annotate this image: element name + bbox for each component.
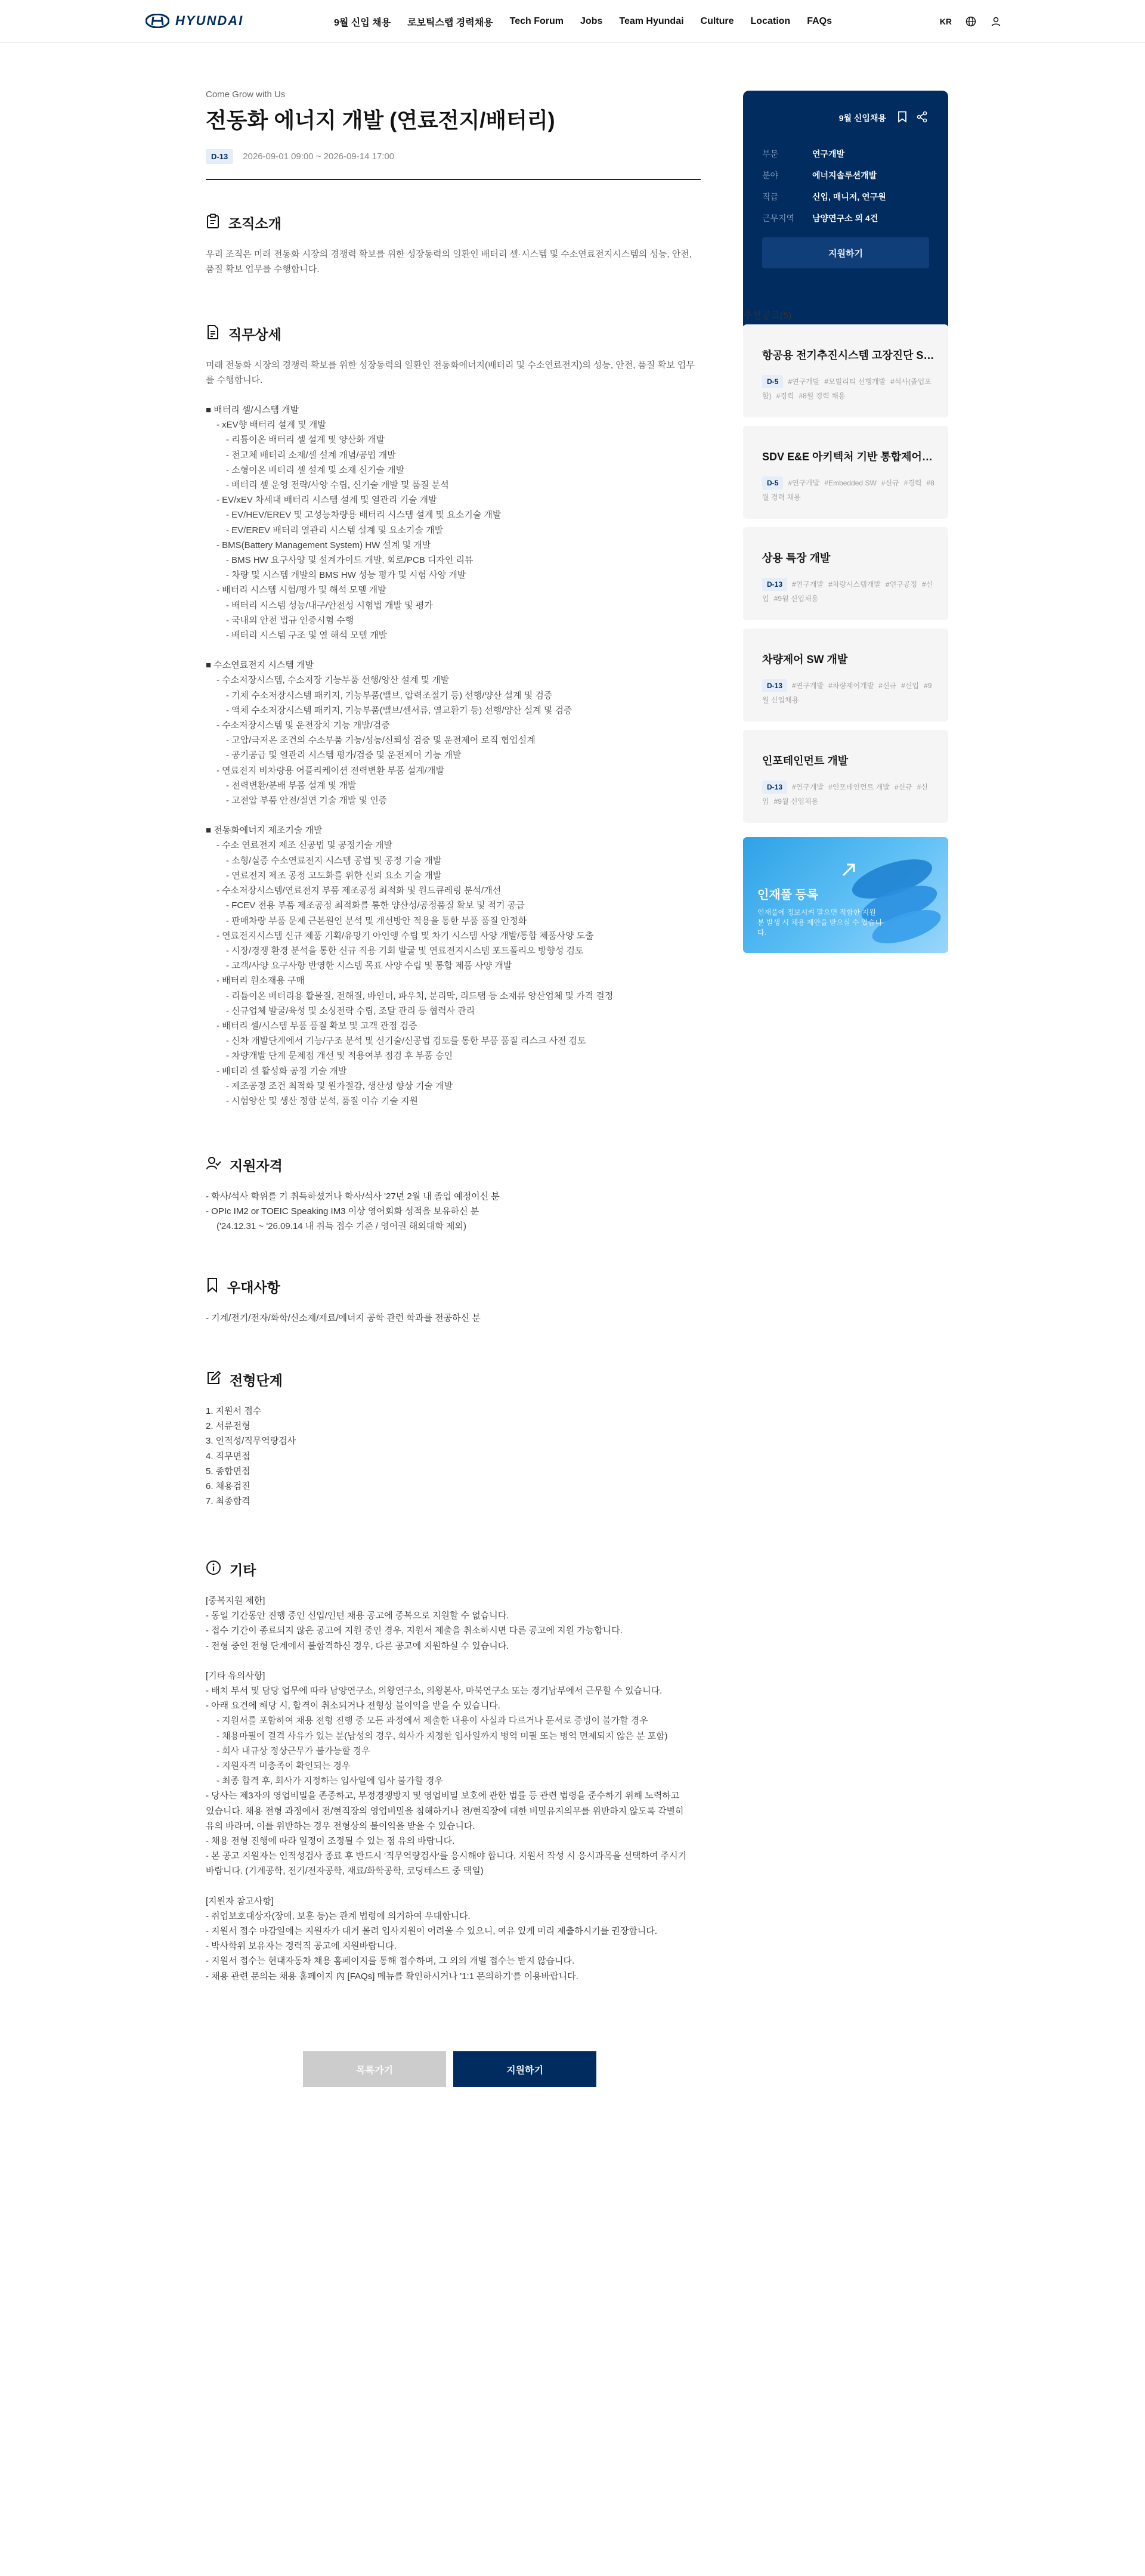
dday-badge: D-5	[762, 375, 783, 388]
list-line: - EV/EREV 배터리 열관리 시스템 설계 및 요소기술 개발	[226, 525, 444, 535]
list-line: - 지원서 접수는 현대자동차 채용 홈페이지를 통해 접수하며, 그 외의 개별 접수는 받지 않습니다.	[206, 1956, 575, 1967]
list-line: ■ 전동화에너지 제조기술 개발	[206, 825, 323, 836]
page-title: 전동화 에너지 개발 (연료전지/배터리)	[206, 108, 555, 132]
list-line: - 리튬이온 배터리 셀 설계 및 양산화 개발	[226, 435, 385, 445]
edit-box-icon	[206, 1370, 221, 1389]
recommended-card-title: 상용 특장 개발	[762, 552, 831, 564]
keyword-tag: #신규	[881, 479, 899, 487]
list-line	[206, 643, 701, 658]
list-line: - 취업보호대상자(장애, 보훈 등)는 관계 법령에 의거하여 우대합니다.	[206, 1911, 471, 1921]
recommended-card[interactable]	[743, 730, 948, 823]
job-summary-card	[743, 91, 948, 330]
main-nav	[334, 0, 832, 43]
title-divider	[206, 179, 701, 180]
summary-label: 근무지역	[762, 213, 795, 223]
list-line: - 소형/실증 수소연료전지 시스템 공법 및 공정 기술 개발	[226, 855, 442, 866]
dday-badge: D-5	[762, 476, 783, 490]
summary-row	[762, 186, 929, 208]
nav-item-jobs[interactable]: Jobs	[580, 16, 603, 26]
preference-list	[206, 1311, 701, 1326]
recommended-card-meta	[762, 374, 935, 403]
keyword-tag: #신입	[901, 682, 920, 690]
nav-item-team-hyundai[interactable]: Team Hyundai	[619, 16, 684, 26]
list-line: - 본 공고 지원자는 인적성검사 종료 후 반드시 '직무역량검사'를 응시해야 합니다. 지원서 작성 시 응시과목을 선택하여 주시기	[206, 1851, 687, 1862]
posting-eyebrow: Come Grow with Us	[206, 89, 286, 100]
summary-value: 남양연구소 외 4건	[812, 213, 878, 223]
keyword-tag: #Embedded SW	[824, 479, 877, 487]
list-line: - 고압/극저온 조건의 수소부품 기능/성능/신뢰성 검증 및 운전제어 로직 협업설계	[226, 735, 536, 746]
keyword-tag: #연구개발	[788, 479, 820, 487]
keyword-tag: #8월 경력 채용	[799, 392, 846, 400]
bookmark-icon	[206, 1277, 219, 1296]
list-line: [기타 유의사항]	[206, 1670, 265, 1681]
list-line: - 신차 개발단계에서 기능/구조 분석 및 신기술/신공법 검토를 통한 부품 품질 리스크 사전 검토	[226, 1036, 586, 1046]
dday-badge: D-13	[762, 679, 787, 692]
keyword-tag: #연구개발	[792, 783, 824, 791]
list-line: 5. 종합면접	[206, 1466, 250, 1476]
list-line: 4. 직무면접	[206, 1451, 250, 1462]
keyword-tag: #신규	[878, 682, 897, 690]
list-line: - 공기공급 및 열관리 시스템 평가/검증 및 운전제어 기능 개발	[226, 750, 462, 761]
nav-item-location[interactable]: Location	[750, 16, 791, 26]
language-selector[interactable]: KR	[939, 17, 952, 26]
list-line: ■ 배터리 셀/시스템 개발	[206, 405, 299, 415]
list-line: - 연료전지 제조 공정 고도화를 위한 신뢰 요소 기술 개발	[226, 870, 442, 881]
section-qualification	[206, 1154, 701, 1234]
list-line: - 접수 기간이 종료되지 않은 공고에 지원 중인 경우, 지원서 제출을 취소하시면 다른 공고에 지원 가능합니다.	[206, 1626, 623, 1636]
keyword-tag: #차량제어개발	[828, 682, 874, 690]
list-line: - 차량 및 시스템 개발의 BMS HW 성능 평가 및 시험 사양 개발	[226, 570, 466, 581]
user-icon[interactable]	[990, 16, 1002, 27]
recommended-card-title: 차량제어 SW 개발	[762, 654, 848, 665]
list-line: - 전고체 배터리 소재/셀 설계 개념/공법 개발	[226, 450, 396, 460]
clipboard-icon	[206, 213, 220, 232]
summary-row	[762, 143, 929, 165]
list-line: - 배치 부서 및 담당 업무에 따라 남양연구소, 의왕연구소, 의왕본사, 마북연구소 또는 경기남부에서 근무할 수 있습니다.	[206, 1686, 663, 1696]
recommended-card-title: 항공용 전기추진시스템 고장진단 S…	[762, 349, 934, 361]
list-line: - 지원자격 미충족이 확인되는 경우	[216, 1761, 351, 1772]
list-line: - EV/xEV 차세대 배터리 시스템 설계 및 열관리 기술 개발	[216, 495, 437, 506]
section-title: 지원자격	[230, 1157, 283, 1174]
list-line: - 연료전지 비차량용 어플리케이션 전력변환 부품 설계/개발	[216, 765, 444, 776]
section-title: 우대사항	[227, 1279, 280, 1295]
recommended-card-title: SDV E&E 아키텍처 기반 통합제어…	[762, 451, 933, 463]
list-line: - 소형이온 배터리 셀 설계 및 소재 신기술 개발	[226, 465, 405, 475]
header-utilities	[940, 0, 1002, 43]
list-line: - 액체 수소저장시스템 패키지, 기능부품(밸브/센서류, 열교환기 등) 선행/양산 설계 및 검증	[226, 705, 572, 716]
keyword-tag: #연구공정	[885, 580, 917, 589]
summary-value: 신입, 매니저, 연구원	[812, 192, 886, 202]
list-line: - 연료전지시스템 신규 제품 기획/유망기 아인앵 수립 및 차기 시스템 사양 개발/통합 제품사양 도출	[216, 930, 594, 941]
logo-wordmark: HYUNDAI	[175, 13, 244, 28]
recommended-card[interactable]	[743, 527, 948, 620]
list-line: - 전형 중인 전형 단계에서 불합격하신 경우, 다른 공고에 지원하실 수 있습니다.	[206, 1640, 509, 1651]
keyword-tag: #연구개발	[788, 377, 820, 386]
list-line: 2. 서류전형	[206, 1421, 250, 1432]
list-line: 7. 최종합격	[206, 1496, 250, 1507]
list-line: - FCEV 전용 부품 제조공정 최적화를 통한 양산성/공정품질 확보 및 적기 공급	[226, 900, 525, 911]
list-line	[206, 1654, 701, 1668]
list-line: [지원자 참고사항]	[206, 1896, 274, 1906]
section-title: 전형단계	[230, 1372, 283, 1388]
summary-list	[762, 143, 929, 229]
list-line: - 당사는 제3자의 영업비밀을 존중하고, 부정경쟁방지 및 영업비밀 보호에 관한 법률 등 관련 법령을 준수하기 위해 노력하고	[206, 1791, 680, 1801]
recommended-card[interactable]	[743, 324, 948, 417]
nav-item-september-recruit[interactable]: 9월 신입 채용	[334, 17, 391, 28]
list-line: - 수소저장시스템/연료전지 부품 제조공정 최적화 및 원드큐레링 분석/개선	[216, 886, 502, 896]
list-line: - 차량개발 단계 문제점 개선 및 적용여부 점검 후 부품 승인	[226, 1051, 453, 1061]
banner-description: 인재풀에 정보시켜 말으면 적합한 지원분 발생 시 채용 제안을 받으실 수 있습니다.	[757, 908, 882, 937]
keyword-tag: #9월 신입채용	[773, 797, 819, 806]
list-line: - 제조공정 조건 최적화 및 원가절감, 생산성 향상 기술 개발	[226, 1080, 453, 1091]
summary-row	[762, 208, 929, 229]
sidebar-apply-button[interactable]: 지원하기	[762, 237, 929, 268]
list-line: - 시장/경쟁 환경 분석을 통한 신규 직용 기회 발굴 및 연료전지시스템 포트폴리오 방향성 검토	[226, 945, 584, 956]
dday-badge: D-13	[762, 578, 787, 591]
list-line: - 수소 연료전지 제조 신공법 및 공정기술 개발	[216, 840, 392, 851]
recommended-card[interactable]	[743, 426, 948, 519]
list-line: - 지원서 접수 마감일에는 지원자가 대거 몰려 입사지원이 어려울 수 있으니, 여유 있게 미리 제출하시기를 권장합니다.	[206, 1926, 657, 1937]
list-line: - 지원서를 포함하여 채용 전형 진행 중 모든 과정에서 제출한 내용이 사실과 다르거나 문서로 증빙이 불가할 경우	[216, 1716, 648, 1726]
nav-item-faqs[interactable]: FAQs	[807, 16, 832, 26]
summary-value: 에너지솔루션개발	[812, 171, 877, 180]
list-line: - 배터리 셀/시스템 부품 품질 확보 및 고객 관점 검증	[216, 1020, 417, 1031]
nav-item-culture[interactable]: Culture	[700, 16, 734, 26]
list-line: - 배터리 셀 활성화 공정 기술 개발	[216, 1066, 347, 1076]
section-process	[206, 1369, 701, 1509]
list-line: - 채용마필에 결격 사유가 있는 분(남성의 경우, 회사가 지정한 입사일까지 병역 미필 또는 병역 면제되지 않은 분 포함)	[216, 1730, 668, 1741]
keyword-tag: #9월 신입채용	[773, 595, 819, 603]
list-line: - EV/HEV/EREV 및 고성능차량용 배터리 시스템 설계 및 요소기술 개발	[226, 510, 502, 521]
document-edit-icon	[206, 324, 220, 343]
list-line: - 채용 관련 문의는 채용 홈페이지 內 [FAQs] 메뉴를 확인하시거나 '1:1 문의하기'를 이용바랍니다.	[206, 1971, 578, 1981]
list-line: - 회사 내규상 정상근무가 불가능할 경우	[216, 1745, 370, 1756]
list-line: ('24.12.31 ~ '26.09.14 내 취득 접수 기준 / 영어권 해외대학 제외)	[216, 1221, 466, 1232]
summary-row	[762, 165, 929, 186]
etc-list	[206, 1593, 701, 1984]
section-title: 조직소개	[228, 215, 281, 231]
keyword-tag: #경력	[903, 479, 922, 487]
keyword-tag: #경력	[776, 392, 794, 400]
list-line: 3. 인적성/직무역량검사	[206, 1436, 296, 1447]
list-line: - 국내외 안전 법규 인증시험 수행	[226, 615, 354, 626]
list-line: - 배터리 시스템 성능/내구/안전성 시험법 개발 및 평가	[226, 600, 433, 611]
job-detail-list	[206, 402, 701, 1109]
list-line: - OPIc IM2 or TOEIC Speaking IM3 이상 영어회화 성적을 보유하신 분	[206, 1206, 479, 1217]
recommended-card-meta	[762, 476, 935, 504]
list-line: - 배터리 시스템 시험/평가 및 해석 모델 개발	[216, 585, 386, 596]
nav-item-tech-forum[interactable]: Tech Forum	[509, 16, 564, 26]
list-line: - 시험양산 및 생산 정합 분석, 품질 이슈 기술 지원	[226, 1095, 418, 1106]
list-line: - 배터리 원소재용 구매	[216, 976, 305, 986]
posting-meta	[206, 149, 394, 164]
recruit-tag: 9월 신입채용	[838, 113, 886, 123]
section-title: 기타	[230, 1562, 256, 1578]
recommended-card-meta	[762, 679, 935, 707]
summary-label: 분야	[762, 171, 779, 180]
hyundai-emblem-icon	[146, 14, 169, 28]
apply-button[interactable]: 지원하기	[453, 2051, 596, 2087]
list-line: 있습니다. 채용 전형 과정에서 전/현직장의 영업비밀을 침해하거나 전/현직장에 대한 비밀유지의무를 위반하지 않도록 각별히	[206, 1806, 684, 1816]
list-line: - 박사학위 보유자는 경력직 공고에 지원바랍니다.	[206, 1941, 397, 1952]
list-line: - 아래 요건에 해당 시, 합격이 취소되거나 전형상 불이익을 받을 수 있습니다.	[206, 1701, 500, 1711]
keyword-tag: #인포테인먼트 개발	[828, 783, 890, 791]
section-job-detail	[206, 323, 701, 1109]
nav-item-robotics-lab[interactable]: 로보틱스랩 경력채용	[407, 17, 493, 28]
list-line: - 신규업체 발굴/육성 및 소싱전략 수립, 조달 관리 등 협력사 관리	[226, 1005, 475, 1016]
global-header	[0, 0, 1145, 43]
dday-badge: D-13	[762, 781, 787, 794]
list-line: - 판매차량 부품 문제 근본원인 분석 및 개선방안 적용을 통한 부품 품질 안정화	[226, 915, 527, 926]
list-line: - 리튬이온 배터리용 활물질, 전해질, 바인더, 파우치, 분리막, 리드탭 등 소재류 양산업체 및 가격 결정	[226, 990, 614, 1001]
job-detail-intro: 미래 전동화 시장의 경쟁력 확보를 위한 성장동력의 일환인 전동화에너지(배터리 및 수소연료전지)의 성능, 안전, 품질 확보 업무를 수행합니다.	[206, 360, 695, 385]
list-line: - 채용 전형 진행에 따라 일정이 조정될 수 있는 점 유의 바랍니다.	[206, 1836, 455, 1847]
list-line: - xEV향 배터리 설계 및 개발	[216, 420, 326, 431]
talent-pool-banner[interactable]	[743, 837, 948, 953]
recommended-card-meta	[762, 780, 935, 809]
list-line: - 전력변환/분배 부품 설계 및 개발	[226, 780, 357, 791]
summary-label: 직급	[762, 192, 779, 202]
list-line: - 고객/사양 요구사항 반영한 시스템 목표 사양 수립 및 통합 제품 사양 개발	[226, 961, 512, 971]
list-line: - 배터리 시스템 구조 및 열 해석 모델 개발	[226, 630, 388, 641]
summary-value: 연구개발	[812, 149, 845, 159]
list-line: - 학사/석사 학위를 기 취득하셨거나 학사/석사 '27년 2월 내 졸업 예정이신 분	[206, 1191, 500, 1202]
share-icon[interactable]	[916, 111, 928, 126]
section-preference	[206, 1276, 701, 1326]
list-line: - 배터리 셀 운영 전략/사양 수립, 신기술 개발 및 품질 분석	[226, 480, 449, 491]
keyword-tag: #신입	[762, 580, 933, 603]
list-line	[206, 808, 701, 823]
keyword-tag: #신규	[894, 783, 912, 791]
person-check-icon	[206, 1156, 221, 1174]
banner-title: 인재풀 등록	[757, 888, 819, 902]
list-line: 유의 바라며, 이를 위반하는 경우 전형상의 불이익을 받을 수 있습니다.	[206, 1820, 475, 1831]
list-line: - 기체 수소저장시스템 패키지, 기능부품(밸브, 압력조절기 등) 선행/양산 설계 및 검증	[226, 690, 553, 701]
list-line: - BMS HW 요구사양 및 설계가이드 개발, 회로/PCB 디자인 리뷰	[226, 555, 474, 566]
bookmark-icon[interactable]	[897, 111, 908, 126]
keyword-tag: #연구개발	[792, 682, 824, 690]
keyword-tag: #9월 신입채용	[762, 682, 932, 704]
keyword-tag: #8월 경력 채용	[762, 479, 934, 501]
hyundai-logo[interactable]	[146, 13, 243, 29]
keyword-tag: #신입	[762, 783, 928, 806]
list-line: 6. 채용검진	[206, 1481, 250, 1492]
recommended-title: 추천공고(5)	[743, 311, 792, 321]
recommended-card[interactable]	[743, 628, 948, 722]
info-icon	[206, 1560, 221, 1578]
list-line: - 최종 합격 후, 회사가 지정하는 입사일에 입사 불가할 경우	[216, 1776, 443, 1787]
keyword-tag: #석사(졸업포함)	[762, 377, 932, 400]
process-list	[206, 1404, 701, 1509]
list-line: ■ 수소연료전지 시스템 개발	[206, 660, 314, 671]
back-to-list-button[interactable]: 목록가기	[303, 2051, 446, 2087]
list-line: - 수소저장시스템, 수소저장 기능부품 선행/양산 설계 및 개발	[216, 675, 450, 686]
globe-icon[interactable]	[965, 16, 977, 27]
list-line: - 수소저장시스템 및 운전장치 기능 개발/검증	[216, 720, 390, 731]
list-line: [중복지원 제한]	[206, 1596, 265, 1606]
org-intro-text: 우리 조직은 미래 전동화 시장의 경쟁력 확보를 위한 성장동력의 일환인 배터리 셀·시스템 및 수소연료전지시스템의 성능, 안전, 품질 확보 업무를 수행합니다.	[206, 249, 692, 274]
application-period: 2026-09-01 09:00 ~ 2026-09-14 17:00	[243, 151, 395, 162]
section-etc	[206, 1559, 701, 1984]
list-line: 바랍니다. (기계공학, 전기/전자공학, 재료/화학공학, 코딩테스트 중 택일)	[206, 1866, 484, 1877]
dday-badge: D-13	[206, 149, 233, 164]
section-org-intro	[206, 212, 701, 277]
keyword-tag: #연구개발	[792, 580, 824, 589]
qualification-list	[206, 1189, 701, 1234]
list-line	[206, 1879, 701, 1894]
summary-label: 부문	[762, 149, 779, 159]
list-line: - BMS(Battery Management System) HW 설계 및 개발	[216, 540, 431, 550]
list-line: 1. 지원서 접수	[206, 1406, 262, 1416]
keyword-tag: #차량시스템개발	[828, 580, 881, 589]
list-line: - 고전압 부품 안전/절연 기술 개발 및 인증	[226, 795, 388, 806]
section-title: 직무상세	[228, 326, 281, 342]
recommended-card-title: 인포테인먼트 개발	[762, 755, 849, 767]
list-line: - 기계/전기/전자/화학/신소재/재료/에너지 공학 관련 학과를 전공하신 분	[206, 1313, 481, 1323]
recommended-card-meta	[762, 577, 935, 606]
list-line: - 동일 기간동안 진행 중인 신입/인턴 채용 공고에 중복으로 지원할 수 없습니다.	[206, 1611, 509, 1621]
keyword-tag: #모빌리티 선행개발	[824, 377, 886, 386]
